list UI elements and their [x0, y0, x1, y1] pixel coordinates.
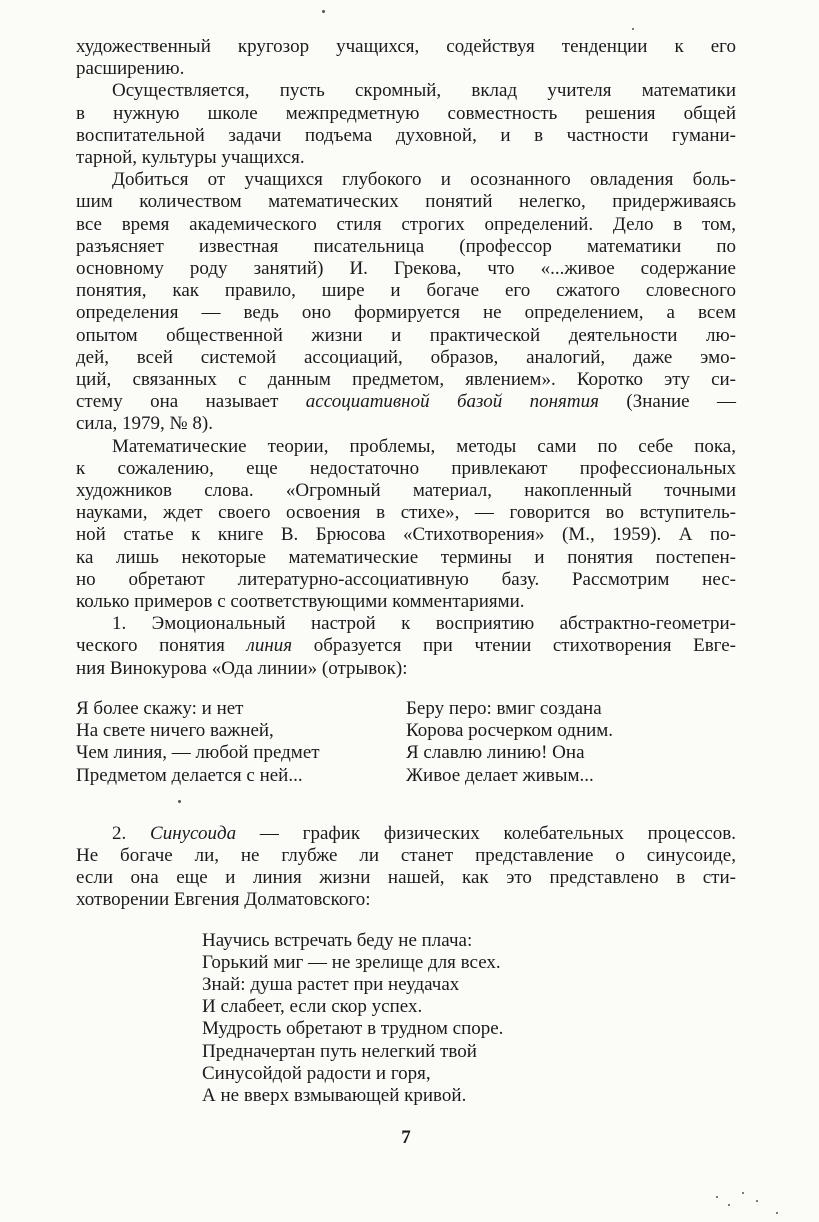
text-line: опытом общественной жизни и практической деятельности лю- — [76, 324, 736, 346]
poem-line: На свете ничего важней, — [76, 720, 274, 742]
text-line: ка лишь некоторые математические термины и понятия постепен- — [76, 546, 736, 568]
italic-term: ассоциативной базой понятия — [305, 391, 599, 413]
poem-line: Я более скажу: и нет — [76, 697, 244, 719]
text-line: науками, ждет своего освоения в стихе», — говорится во вступитель- — [76, 502, 736, 524]
poem-line: Я славлю линию! Она — [406, 742, 585, 764]
text-line: воспитательной задачи подъема духовной, и в частности гумани- — [76, 124, 736, 146]
poem-line: Научись встречать беду не плача: — [202, 929, 473, 951]
poem-column-right — [406, 698, 736, 787]
text-line: определения — ведь оно формируется не определением, а всем — [76, 302, 736, 324]
poem-line: И слабеет, если скор успех. — [202, 996, 423, 1018]
italic-term: линия — [246, 635, 293, 657]
poem-line: Синусойдой радости и горя, — [202, 1062, 431, 1084]
poem-vinokurov — [76, 698, 736, 787]
text-line: колько примеров с соответствующими комментариями. — [76, 591, 525, 613]
text-line: основному роду занятий) И. Грекова, что «...живое содержание — [76, 258, 736, 280]
text-line: художественный кругозор учащихся, содействуя тенденции к его — [76, 36, 736, 57]
text-fragment: 2. — [112, 822, 151, 844]
page-body — [76, 36, 736, 1107]
poem-line: Знай: душа растет при неудачах — [202, 973, 460, 995]
print-speck — [322, 10, 325, 13]
text-line: шим количеством математических понятий нелегко, придерживаясь — [76, 191, 736, 213]
poem-line: Чем линия, — любой предмет — [76, 742, 320, 764]
text-line: ной статье к книге В. Брюсова «Стихотворения» (М., 1959). А по- — [76, 524, 736, 546]
poem-line: Беру перо: вмиг создана — [406, 697, 602, 719]
text-line: Осуществляется, пусть скромный, вклад учителя математики — [112, 80, 736, 102]
print-speck — [742, 1192, 744, 1194]
poem-line: Корова росчерком одним. — [406, 720, 614, 742]
text-line: расширению. — [76, 58, 185, 80]
text-line: разъясняет известная писательница (профессор математики по — [76, 235, 736, 257]
text-line: понятия, как правило, шире и богаче его сжатого словесного — [76, 280, 736, 302]
text-line — [76, 635, 736, 657]
text-line: все время академического стиля строгих определений. Дело в том, — [76, 213, 736, 235]
poem-line: Предметом делается с ней... — [76, 764, 303, 786]
poem-line: Мудрость обретают в трудном споре. — [202, 1018, 504, 1040]
italic-term: Синусоида — [150, 822, 237, 844]
text-line: художников слова. «Огромный материал, накопленный точными — [76, 480, 736, 502]
text-fragment: образуется при чтении стихотворения Евге- — [292, 635, 736, 657]
print-speck — [632, 28, 634, 30]
text-line — [76, 823, 736, 845]
page-number: 7 — [401, 1127, 411, 1148]
poem-line: Предначертан путь нелегкий твой — [202, 1040, 477, 1062]
text-line: в нужную школе межпредметную совместность решения общей — [76, 102, 736, 124]
poem-line: Горький миг — не зрелище для всех. — [202, 951, 501, 973]
print-speck — [178, 800, 181, 803]
text-fragment: — график физических колебательных процессов. — [236, 822, 736, 844]
text-line: ния Винокурова «Ода линии» (отрывок): — [76, 657, 408, 679]
poem-line: Живое делает живым... — [406, 764, 594, 786]
text-line — [76, 391, 736, 413]
poem-line: А не вверх взмывающей кривой. — [202, 1084, 467, 1106]
text-line: Не богаче ли, не глубже ли станет представление о синусоиде, — [76, 844, 736, 866]
text-line: Добиться от учащихся глубокого и осознанного овладения боль- — [112, 169, 736, 191]
paragraph-3 — [76, 169, 736, 435]
poem-column-left — [76, 698, 406, 787]
paragraph-1 — [76, 36, 736, 80]
text-line: если она еще и линия жизни нашей, как это представлено в сти- — [76, 867, 736, 889]
text-line: ций, связанных с данным предметом, явлением». Коротко эту си- — [76, 369, 736, 391]
print-speck — [776, 1212, 778, 1214]
text-line: сила, 1979, № 8). — [76, 413, 213, 435]
text-line: тарной, культуры учащихся. — [76, 147, 305, 169]
paragraph-5 — [76, 613, 736, 680]
poem-dolmatovsky — [202, 930, 736, 1108]
print-speck — [756, 1200, 758, 1202]
text-fragment: (Знание — — [598, 391, 736, 413]
text-line: 1. Эмоциональный настрой к восприятию абстрактно-геометри- — [112, 613, 736, 635]
print-speck — [728, 1204, 730, 1206]
print-speck — [716, 1196, 718, 1198]
text-fragment: ческого понятия — [76, 635, 247, 657]
paragraph-2 — [76, 80, 736, 169]
text-line: к сожалению, еще недостаточно привлекают профессиональных — [76, 457, 736, 479]
paragraph-4 — [76, 436, 736, 614]
text-fragment: стему она называет — [76, 391, 306, 413]
text-line: Математические теории, проблемы, методы сами по себе пока, — [112, 435, 736, 457]
text-line: но обретают литературно-ассоциативную базу. Рассмотрим нес- — [76, 568, 736, 590]
text-line: дей, всей системой ассоциаций, образов, аналогий, даже эмо- — [76, 346, 736, 368]
paragraph-6 — [76, 823, 736, 912]
text-line: хотворении Евгения Долматовского: — [76, 889, 371, 911]
